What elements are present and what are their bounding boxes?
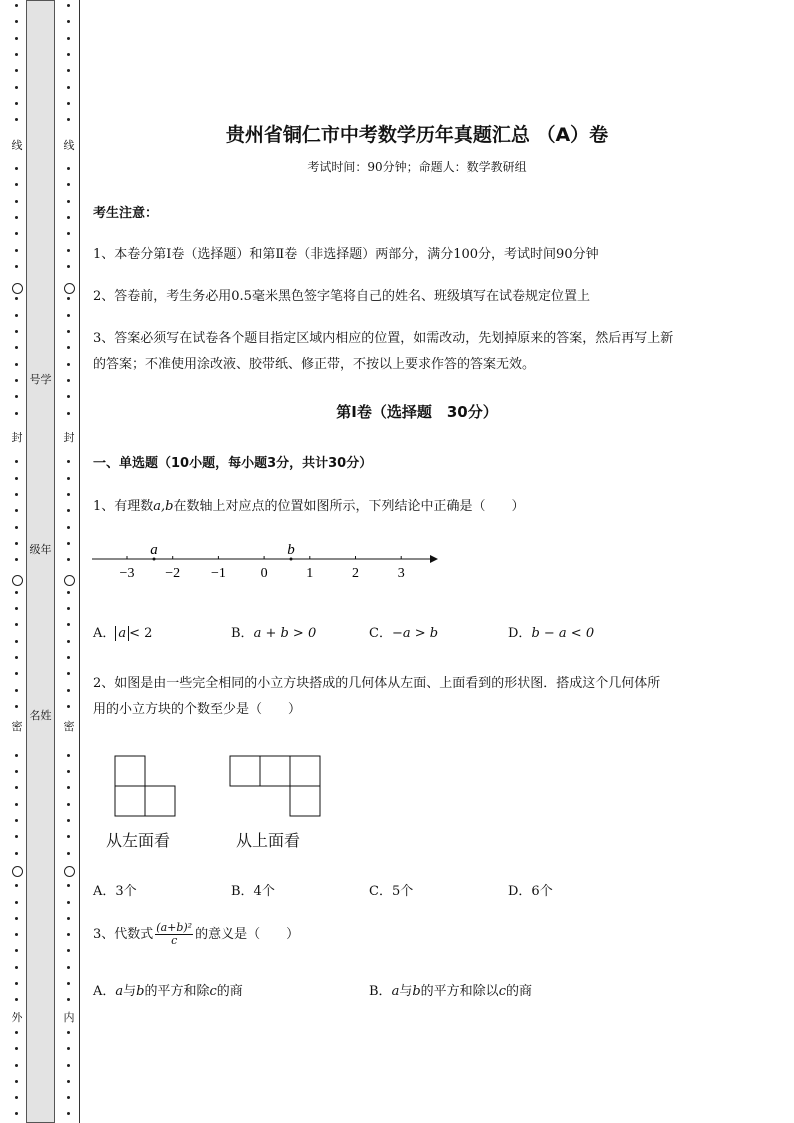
binding-label: 外 [9,1011,25,1025]
name-field: 名姓 [29,709,52,722]
q1-option-c[interactable]: C．−a > b [369,626,439,641]
binding-dot [67,20,70,23]
top-view-cube [290,756,320,786]
left-view-figure [114,755,178,819]
binding-dot [15,249,18,252]
left-view-cube [115,786,145,816]
q1-option-d[interactable]: D．b − a < 0 [508,626,595,641]
binding-dot [67,542,70,545]
question-2-stem-cont: 用的小立方块的个数至少是（ ） [93,702,302,717]
binding-dot [67,249,70,252]
binding-dot [15,623,18,626]
binding-dot [15,509,18,512]
binding-circle-icon [12,283,23,294]
binding-dot [67,982,70,985]
binding-dot [67,998,70,1001]
binding-dot [15,1031,18,1034]
binding-dot [15,37,18,40]
binding-dot [15,949,18,952]
binding-dot [67,1064,70,1067]
binding-dot [15,102,18,105]
binding-dot [15,1080,18,1083]
binding-dot [15,86,18,89]
binding-dot [15,314,18,317]
top-view-cube [230,756,260,786]
binding-dot [15,232,18,235]
binding-dot [15,493,18,496]
binding-dot [15,200,18,203]
binding-dot [67,1080,70,1083]
part-title: 一、单选题（10小题，每小题3分，共计30分） [93,456,373,471]
binding-dot [67,558,70,561]
binding-circle-icon [12,866,23,877]
binding-dot [15,297,18,300]
binding-dot [67,314,70,317]
binding-dot [15,1064,18,1067]
axis-tick-label: 2 [352,566,359,581]
binding-label: 封 [61,431,77,445]
binding-dot [15,363,18,366]
binding-dot [67,493,70,496]
binding-label: 线 [9,139,25,153]
binding-dot [15,265,18,268]
axis-tick-label: −1 [210,566,226,581]
q2-option-d[interactable]: D．6个 [508,884,553,899]
binding-dot [15,183,18,186]
binding-dot [15,4,18,7]
binding-dot [67,705,70,708]
notice-item: 的答案；不准使用涂改液、胶带纸、修正带，不按以上要求作答的答案无效。 [93,357,536,372]
binding-dot [67,852,70,855]
binding-dot [15,901,18,904]
arrow-head-icon [430,555,438,563]
binding-dot [15,395,18,398]
binding-dot [67,460,70,463]
question-2-stem: 2、如图是由一些完全相同的小立方块搭成的几何体从左面、上面看到的形状图．搭成这个几何体所 [93,676,661,691]
binding-dot [67,1096,70,1099]
q1-option-a[interactable]: A． a < 2 [93,626,153,641]
binding-dot [67,884,70,887]
binding-dot [67,297,70,300]
binding-dot [67,395,70,398]
binding-dot [67,1112,70,1115]
binding-dot [67,640,70,643]
number-line-figure [90,535,440,585]
top-view-cube [260,756,290,786]
question-3-stem: 3、代数式 $\frac{\text{(a+b)²}}{c}$ 的意义是（ ） [93,921,300,947]
q1-option-b[interactable]: B．a + b > 0 [231,626,317,641]
binding-dot [15,982,18,985]
binding-dot [15,884,18,887]
binding-dot [15,819,18,822]
binding-dot [67,526,70,529]
binding-dot [67,379,70,382]
binding-circle-icon [64,575,75,586]
binding-label: 密 [9,720,25,734]
axis-tick-label: 0 [260,566,268,581]
binding-dot [15,917,18,920]
binding-dot [67,591,70,594]
binding-dot [67,102,70,105]
axis-tick-label: −2 [165,566,181,581]
binding-dot [15,53,18,56]
notice-item: 3、答案必须写在试卷各个题目指定区域内相应的位置，如需改动，先划掉原来的答案，然后再写上新 [93,331,674,346]
binding-dot [15,460,18,463]
binding-dot [67,330,70,333]
q3-option-b[interactable]: B．a与b的平方和除以c的商 [369,984,532,999]
binding-dot [67,672,70,675]
binding-label: 密 [61,720,77,734]
fraction-expression: $\frac{\text{(a+b)²}}{c}$ [156,921,193,947]
question-1-stem: 1、有理数a,b在数轴上对应点的位置如图所示，下列结论中正确是（ ） [93,499,525,514]
binding-dot [15,477,18,480]
binding-dot [15,591,18,594]
q2-option-c[interactable]: C．5个 [369,884,414,899]
binding-dot [67,86,70,89]
binding-label: 线 [61,139,77,153]
binding-dot [67,265,70,268]
binding-dot [15,1112,18,1115]
binding-dot [15,835,18,838]
top-view-label: 从上面看 [236,831,301,850]
binding-dot [67,53,70,56]
left-view-cube [115,756,145,786]
binding-dot [67,37,70,40]
binding-dot [15,346,18,349]
binding-label: 内 [61,1011,77,1025]
binding-dot [15,852,18,855]
binding-dot [15,966,18,969]
axis-tick-label: −3 [119,566,135,581]
notice-item: 1、本卷分第I卷（选择题）和第Ⅱ卷（非选择题）两部分，满分100分，考试时间90分钟 [93,247,599,262]
binding-label: 封 [9,431,25,445]
binding-dot [15,558,18,561]
binding-dot [15,607,18,610]
binding-dot [67,917,70,920]
top-view-cube [290,786,320,816]
q2-option-b[interactable]: B．4个 [231,884,275,899]
binding-dot [67,1047,70,1050]
exam-title: 贵州省铜仁市中考数学历年真题汇总 （A）卷 [225,124,609,146]
left-view-label: 从左面看 [106,831,171,850]
binding-dot [67,901,70,904]
binding-dot [15,20,18,23]
binding-dot [67,949,70,952]
binding-dot [67,346,70,349]
axis-tick-label: 3 [397,566,405,581]
left-view-cube [145,786,175,816]
binding-dot [15,689,18,692]
binding-dot [15,786,18,789]
grade-field: 级年 [29,543,52,556]
binding-dot [67,770,70,773]
top-view-figure [229,755,323,819]
binding-dot [15,672,18,675]
binding-circle-icon [12,575,23,586]
binding-circle-icon [64,283,75,294]
binding-dot [15,216,18,219]
binding-dot [15,1047,18,1050]
binding-dot [67,4,70,7]
notice-heading: 考生注意： [93,206,159,221]
binding-dot [67,477,70,480]
point-b-label: b [287,542,295,558]
binding-dot [15,754,18,757]
binding-dot [67,509,70,512]
binding-dot [67,1031,70,1034]
notice-item: 2、答卷前，考生务必用0.5毫米黑色签字笔将自己的姓名、班级填写在试卷规定位置上 [93,289,590,304]
binding-dot [15,640,18,643]
binding-dot [67,786,70,789]
binding-dot [15,542,18,545]
binding-dot [15,379,18,382]
binding-dot [67,835,70,838]
binding-dot [15,705,18,708]
q3-option-a[interactable]: A．a与b的平方和除c的商 [93,984,243,999]
binding-circle-icon [64,866,75,877]
binding-dot [67,216,70,219]
binding-dot [67,966,70,969]
binding-dot [15,330,18,333]
binding-dot [15,1096,18,1099]
binding-dot [15,69,18,72]
binding-dot [15,803,18,806]
binding-dot [67,754,70,757]
binding-dot [67,689,70,692]
binding-dot [67,607,70,610]
binding-dot [67,183,70,186]
binding-dot [67,803,70,806]
binding-dot [15,933,18,936]
binding-dot [15,526,18,529]
binding-dot [67,819,70,822]
binding-dot [67,232,70,235]
binding-dot [67,200,70,203]
exam-subtitle: 考试时间：90分钟；命题人：数学教研组 [307,160,527,174]
binding-dot [67,623,70,626]
binding-dot [15,656,18,659]
student-number-field: 号学 [29,373,52,386]
point-a-label: a [150,542,158,558]
binding-dot [67,69,70,72]
binding-dot [67,933,70,936]
binding-dot [15,770,18,773]
binding-dot [67,656,70,659]
q2-option-a[interactable]: A．3个 [93,884,137,899]
axis-tick-label: 1 [306,566,314,581]
binding-dot [15,998,18,1001]
binding-dot [67,363,70,366]
section-title: 第I卷（选择题 30分） [336,403,498,421]
